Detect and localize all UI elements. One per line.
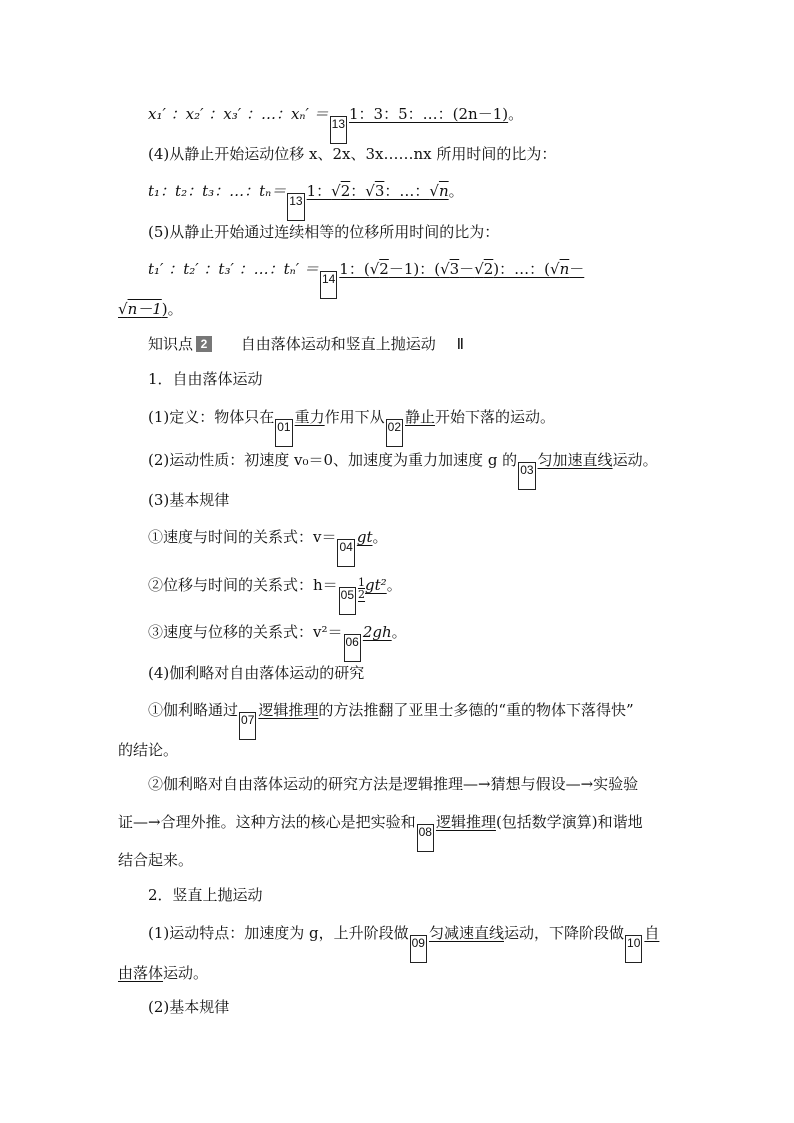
answer-part: － [459, 260, 475, 278]
text: 作用下从 [324, 408, 385, 426]
text: ①伽利略通过 [148, 701, 239, 719]
answer-number-box: 05 [339, 587, 356, 615]
answer-number-box: 13 [330, 116, 347, 144]
sqrt-radicand: n－1 [127, 300, 162, 318]
galileo-1-cont [118, 737, 178, 767]
text: 运动。 [612, 451, 658, 469]
ratio-x-prime-line [148, 101, 523, 131]
item-4-text: (4)从静止开始运动位移 x、2x、3x……nx 所用时间的比为： [148, 145, 557, 163]
answer-text: 2gh [362, 623, 392, 641]
answer-number-box: 13 [287, 193, 304, 221]
subsection-heading-1 [148, 366, 263, 396]
text: (1)定义：物体只在 [148, 408, 275, 426]
answer-text: 匀加速直线 [537, 451, 613, 469]
section-label: 知识点 [148, 335, 194, 353]
galileo-heading [148, 660, 364, 690]
fraction-numerator: 1 [358, 576, 366, 589]
text: (1)运动特点：加速度为 g，上升阶段做 [148, 924, 409, 942]
laws-heading [148, 487, 229, 517]
ratio-x-prime-lhs: x₁′ ：x₂′ ：x₃′ ：…：xₙ′ ＝ [148, 105, 329, 123]
text: ①速度与时间的关系式：v＝ [148, 528, 337, 546]
sqrt-radicand: n [438, 182, 449, 200]
galileo-2-cont [118, 847, 193, 877]
ratio-t-prime-lhs: t₁′ ：t₂′ ：t₃′ ：…：tₙ′ ＝ [148, 260, 319, 278]
answer-text: 逻辑推理 [258, 701, 319, 719]
answer-number-box: 04 [337, 539, 354, 567]
text: (2)基本规律 [148, 998, 230, 1016]
text: 的结论。 [118, 741, 179, 759]
fraction [358, 577, 365, 600]
sqrt-radicand: 3 [449, 260, 460, 278]
text: (包括数学演算)和谐地 [495, 813, 643, 831]
ratio-t-prime-wrap [118, 296, 183, 326]
ratio-t-prime-line [148, 256, 584, 286]
punctuation: 。 [448, 182, 464, 200]
answer-part: 1：( [339, 260, 370, 278]
answer-text: gt² [365, 576, 387, 594]
feature-line-cont [118, 960, 208, 990]
answer-part: 1： [306, 182, 332, 200]
answer-text: 静止 [405, 408, 436, 426]
fraction-denominator: 2 [358, 588, 366, 601]
text: ②伽利略对自由落体运动的研究方法是逻辑推理—→猜想与假设—→实验验 [148, 775, 639, 793]
galileo-1 [148, 697, 634, 727]
section-badge: 2 [196, 336, 212, 352]
section-title: 自由落体运动和竖直上抛运动 [240, 335, 436, 353]
law-3 [148, 619, 407, 649]
answer-text: gt [356, 528, 373, 546]
answer-part: － [569, 260, 585, 278]
answer-text: 逻辑推理 [435, 813, 496, 831]
text: 开始下落的运动。 [435, 408, 556, 426]
answer-number-box: 03 [518, 462, 535, 490]
ratio-t-line [148, 178, 464, 208]
answer-text: 匀减速直线 [428, 924, 504, 942]
text: 证—→合理外推。这种方法的核心是把实验和 [118, 813, 416, 831]
sqrt-radicand: n [559, 260, 570, 278]
galileo-2 [148, 771, 638, 801]
text: (4)伽利略对自由落体运动的研究 [148, 664, 365, 682]
law-2 [148, 572, 402, 602]
feature-line [148, 920, 659, 950]
answer-number-box: 14 [320, 271, 337, 299]
answer-text: 自 [644, 924, 660, 942]
answer-text: 1：√2：√3：…：√n [306, 182, 449, 200]
property-line [148, 447, 658, 477]
answer-text: 1：3：5：…：(2n－1) [349, 105, 509, 123]
text: 结合起来。 [118, 851, 194, 869]
law-1 [148, 524, 388, 554]
text: 运动。 [163, 964, 209, 982]
answer-number-box: 01 [275, 419, 292, 447]
answer-number-box: 07 [239, 712, 256, 740]
sqrt-radicand: 3 [374, 182, 385, 200]
answer-text: √n－1) [118, 300, 168, 318]
section-level: Ⅱ [456, 335, 464, 353]
answer-part: ) [161, 300, 168, 318]
text: ③速度与位移的关系式：v²＝ [148, 623, 343, 641]
laws-heading-2 [148, 994, 229, 1024]
answer-number-box: 06 [344, 634, 361, 662]
answer-part: ：…： [384, 182, 430, 200]
answer-text: 重力 [294, 408, 325, 426]
subsection-heading-2 [148, 882, 263, 912]
answer-part: )：…：( [493, 260, 551, 278]
ratio-t-lhs: t₁：t₂：t₃：…：tₙ＝ [148, 182, 287, 200]
text: 的方法推翻了亚里士多德的“重的物体下落得快” [318, 701, 634, 719]
text: 。 [391, 623, 407, 641]
answer-part: －1)：( [388, 260, 441, 278]
heading-text: 1．自由落体运动 [148, 370, 263, 388]
punctuation: 。 [167, 300, 183, 318]
section-header [148, 331, 464, 361]
text: 。 [372, 528, 388, 546]
sqrt-radicand: 2 [340, 182, 351, 200]
answer-text: 1：(√2－1)：(√3－√2)：…：(√n－ [339, 260, 585, 278]
item-5-text: (5)从静止开始通过连续相等的位移所用时间的比为： [148, 223, 500, 241]
answer-number-box: 10 [625, 935, 642, 963]
text: 运动，下降阶段做 [504, 924, 625, 942]
answer-part: ： [350, 182, 366, 200]
sqrt-radicand: 2 [379, 260, 389, 278]
answer-number-box: 08 [417, 824, 434, 852]
definition-line [148, 404, 555, 434]
item-4 [148, 141, 556, 171]
punctuation: 。 [508, 105, 524, 123]
sqrt-radicand: 2 [483, 260, 494, 278]
text: 。 [386, 576, 402, 594]
answer-text: 由落体 [118, 964, 164, 982]
heading-text: 2．竖直上抛运动 [148, 886, 263, 904]
text: (3)基本规律 [148, 491, 230, 509]
answer-number-box: 02 [386, 419, 403, 447]
text: ②位移与时间的关系式：h＝ [148, 576, 338, 594]
galileo-2-line2 [118, 809, 643, 839]
item-5 [148, 219, 499, 249]
answer-number-box: 09 [410, 935, 427, 963]
text: (2)运动性质：初速度 v₀＝0、加速度为重力加速度 g 的 [148, 451, 518, 469]
